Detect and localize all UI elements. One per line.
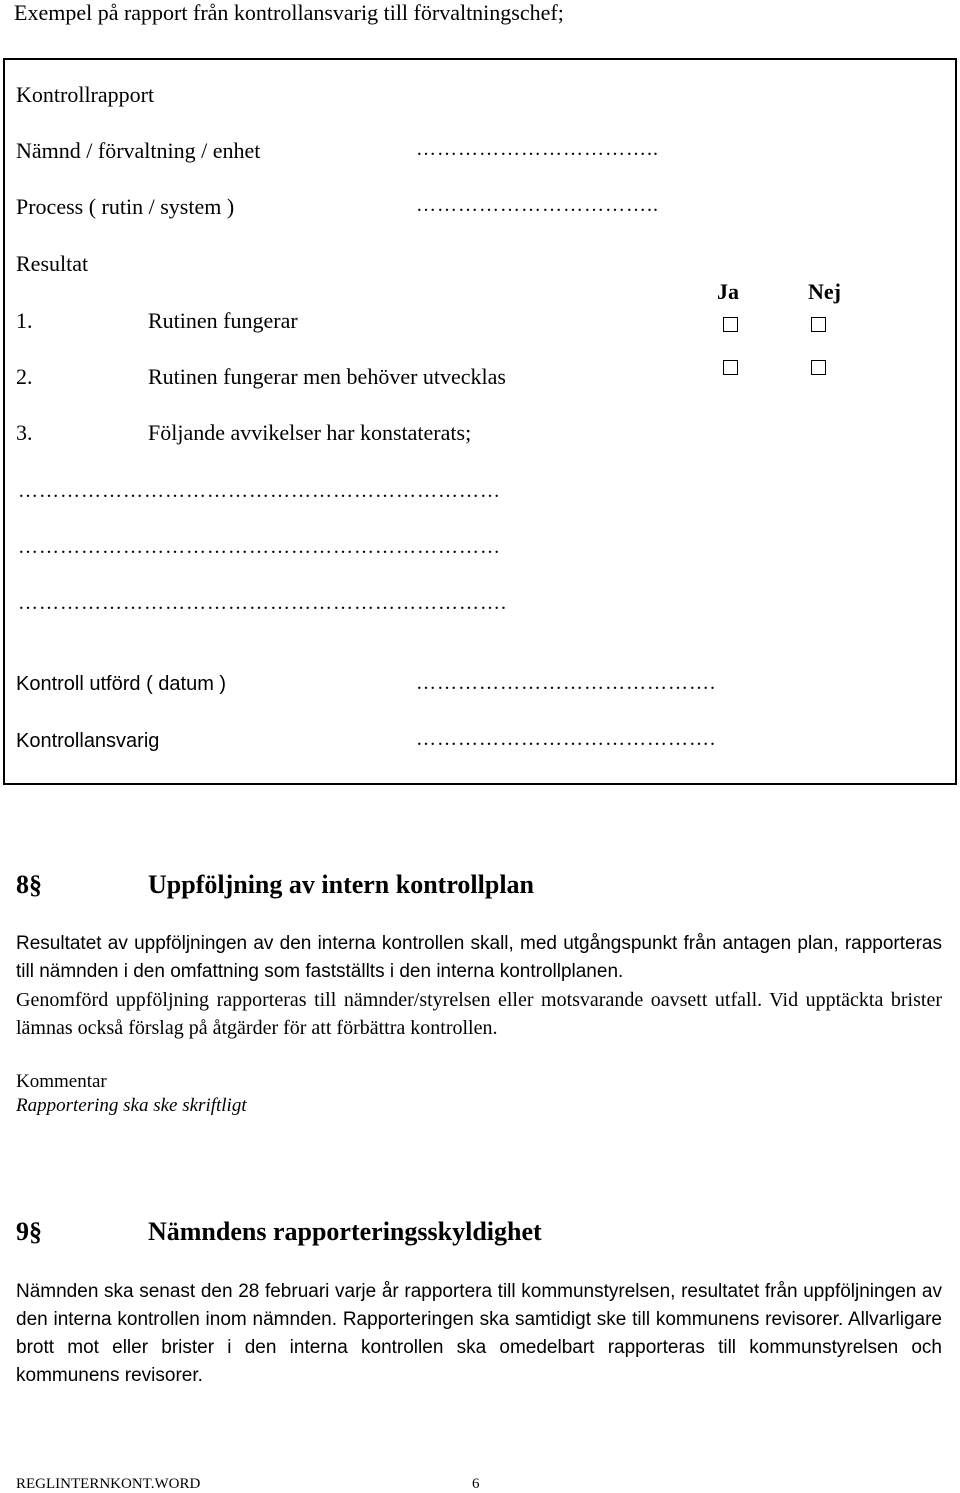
comment-text: Rapportering ska ske skriftligt <box>16 1095 247 1116</box>
responsible-value: ……………………………………. <box>416 728 716 750</box>
intro-text: Exempel på rapport från kontrollansvarig till förvaltningschef; <box>14 0 564 25</box>
section-9-number: 9§ <box>16 1217 42 1246</box>
namnd-value: …………………………….. <box>416 138 659 160</box>
item-2-ja-checkbox[interactable] <box>723 360 738 375</box>
comment-label: Kommentar <box>16 1071 107 1092</box>
item-2-number: 2. <box>16 364 33 389</box>
column-ja: Ja <box>717 279 739 304</box>
deviation-line-2: …………………………………………………………… <box>18 536 501 558</box>
control-date-value: ……………………………………. <box>416 672 716 694</box>
footer-filename: REGLINTERNKONT.WORD <box>16 1476 201 1492</box>
section-9-body: Nämnden ska senast den 28 februari varje år rapportera till kommunstyrelsen, resultatet från uppföljningen av den interna kontrollen inom nämnden. Rapporteringen ska samtidigt ske till kommunens revisorer. Allvarligare brott mot eller brister i den interna kontrollen ska omedelbart rapporteras till kommunstyrelsen och kommunens revisorer. <box>16 1281 942 1386</box>
process-value: …………………………….. <box>416 194 659 216</box>
item-3-number: 3. <box>16 420 33 445</box>
responsible-label: Kontrollansvarig <box>16 730 160 752</box>
namnd-label: Nämnd / förvaltning / enhet <box>16 138 261 163</box>
item-1-nej-checkbox[interactable] <box>811 317 826 332</box>
process-label: Process ( rutin / system ) <box>16 194 235 219</box>
item-1-text: Rutinen fungerar <box>148 308 298 333</box>
column-nej: Nej <box>808 279 841 304</box>
section-8-title: Uppföljning av intern kontrollplan <box>148 870 535 899</box>
control-date-label: Kontroll utförd ( datum ) <box>16 673 227 695</box>
section-8-body-serif: Genomförd uppföljning rapporteras till nämnder/styrelsen eller motsvarande oavsett utfall. Vid upptäckta brister lämnas också förslag på åtgärder för att förbättra kontrollen. <box>16 989 942 1039</box>
deviation-line-1: …………………………………………………………… <box>18 480 501 502</box>
item-2-nej-checkbox[interactable] <box>811 360 826 375</box>
item-1-number: 1. <box>16 308 33 333</box>
item-3-text: Följande avvikelser har konstaterats; <box>148 420 472 445</box>
deviation-line-3: ……………………………………………………………. <box>18 592 507 614</box>
section-8-body-sans: Resultatet av uppföljningen av den interna kontrollen skall, med utgångspunkt från antagen plan, rapporteras till nämnden i den omfattning som fastställts i den interna kontrollplanen. <box>16 933 942 982</box>
item-1-ja-checkbox[interactable] <box>723 317 738 332</box>
footer-page-number: 6 <box>472 1476 480 1492</box>
section-9-title: Nämndens rapporteringsskyldighet <box>148 1217 542 1246</box>
result-label: Resultat <box>16 251 89 276</box>
section-8-number: 8§ <box>16 870 42 899</box>
report-title: Kontrollrapport <box>16 82 155 107</box>
item-2-text: Rutinen fungerar men behöver utvecklas <box>148 364 506 389</box>
